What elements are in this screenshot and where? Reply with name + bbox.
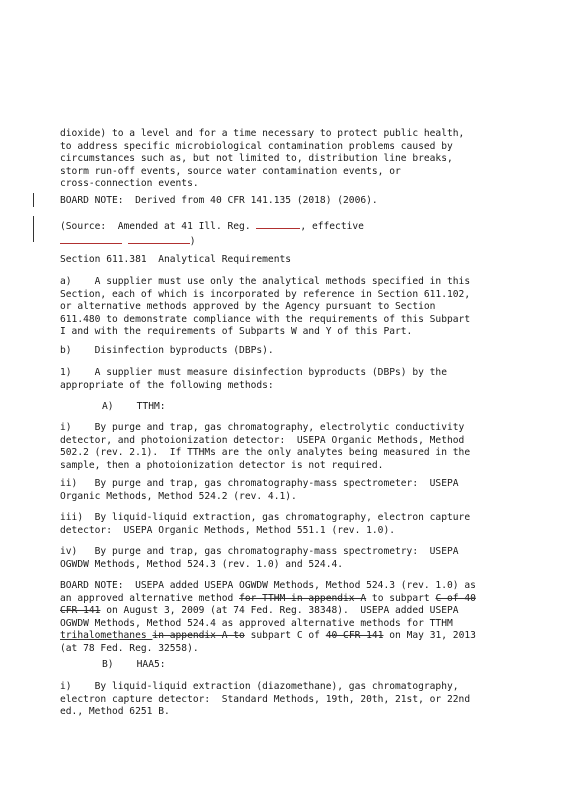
- text-line: OGWDW Methods, Method 524.3 (rev. 1.0) and 524.4.: [60, 558, 344, 570]
- text-line: to address specific microbiological contamination problems caused by: [60, 140, 453, 152]
- text-line: a) A supplier must use only the analytical methods specified in this: [60, 276, 471, 287]
- date-blank: [60, 234, 122, 244]
- text-line: i) By purge and trap, gas chromatography, electrolytic conductivity: [60, 422, 465, 433]
- tthm-heading: A) TTHM:: [102, 401, 166, 412]
- date-blank: [128, 234, 190, 244]
- text-line: electron capture detector: Standard Methods, 19th, 20th, 21st, or 22nd: [60, 693, 471, 705]
- intro-paragraph: [60, 128, 505, 191]
- text-line: 611.480 to demonstrate compliance with the requirements of this Subpart: [60, 313, 471, 325]
- board-note-derived: BOARD NOTE: Derived from 40 CFR 141.135 (2018) (2006).: [60, 195, 378, 206]
- text-line: iv) By purge and trap, gas chromatography-mass spectrometry: USEPA: [60, 546, 459, 557]
- text-line: dioxide) to a level and for a time necessary to protect public health,: [60, 128, 465, 139]
- text-line: appropriate of the following methods:: [60, 379, 274, 391]
- board-note-usepa: [60, 580, 505, 656]
- text-line: Section, each of which is incorporated by reference in Section 611.102,: [60, 288, 471, 300]
- struck-text: for TTHM in appendix A: [239, 592, 367, 604]
- text-segment: on May 31, 2013: [383, 630, 476, 642]
- struck-text: 40 CFR 141: [325, 630, 384, 642]
- item-i-haa5: [60, 681, 505, 719]
- text-line: iii) By liquid-liquid extraction, gas chromatography, electron capture: [60, 512, 471, 523]
- item-iv-tthm: [60, 546, 505, 571]
- text-line: detector: USEPA Organic Methods, Method 551.1 (rev. 1.0).: [60, 524, 396, 536]
- text-line: detector, and photoionization detector: USEPA Organic Methods, Method: [60, 434, 465, 446]
- paragraph-a: [60, 276, 505, 339]
- paragraph-1: [60, 367, 505, 392]
- text-line: sample, then a photoionization detector is not required.: [60, 459, 384, 471]
- item-i-tthm: [60, 422, 505, 472]
- text-line: (at 78 Fed. Reg. 32558).: [60, 642, 199, 654]
- text-line: or alternative methods approved by the Agency pursuant to Section: [60, 301, 436, 313]
- source-note: [60, 219, 505, 248]
- text-line: OGWDW Methods, Method 524.4 as approved alternative methods for TTHM: [60, 617, 453, 629]
- source-close: ): [189, 235, 196, 247]
- text-line: ed., Method 6251 B.: [60, 706, 170, 718]
- item-ii-tthm: [60, 478, 505, 503]
- revision-bar: [33, 193, 34, 207]
- source-suffix: , effective: [300, 221, 364, 232]
- haa5-heading: B) HAA5:: [102, 659, 166, 670]
- struck-text: C of 40: [435, 592, 476, 604]
- struck-text: CFR 141: [60, 605, 101, 617]
- section-heading: Section 611.381 Analytical Requirements: [60, 254, 292, 265]
- text-line: I and with the requirements of Subparts W and Y of this Part.: [60, 326, 413, 338]
- text-line: BOARD NOTE: USEPA added USEPA OGWDW Methods, Method 524.3 (rev. 1.0) as: [60, 580, 476, 591]
- revision-bar: [33, 216, 34, 242]
- text-line: Organic Methods, Method 524.2 (rev. 4.1).: [60, 490, 297, 502]
- text-line: ii) By purge and trap, gas chromatography-mass spectrometer: USEPA: [60, 478, 459, 489]
- struck-text: in appendix A to: [152, 630, 245, 642]
- text-line: 1) A supplier must measure disinfection byproducts (DBPs) by the: [60, 367, 447, 378]
- text-segment: on August 3, 2009 (at 74 Fed. Reg. 38348). USEPA added USEPA: [100, 605, 459, 617]
- text-line: storm run-off events, source water contamination events, or: [60, 165, 401, 177]
- source-prefix: (Source: Amended at 41 Ill. Reg.: [60, 221, 251, 232]
- text-segment: subpart C of: [244, 630, 326, 642]
- reg-blank: [256, 219, 300, 229]
- text-segment: an approved alternative method: [60, 592, 240, 604]
- text-line: circumstances such as, but not limited to, distribution line breaks,: [60, 153, 453, 165]
- text-line: i) By liquid-liquid extraction (diazomethane), gas chromatography,: [60, 681, 459, 692]
- text-line: cross-connection events.: [60, 178, 199, 190]
- underlined-text: trihalomethanes: [60, 630, 153, 642]
- paragraph-b: b) Disinfection byproducts (DBPs).: [60, 345, 274, 356]
- item-iii-tthm: [60, 512, 505, 537]
- text-line: 502.2 (rev. 2.1). If TTHMs are the only analytes being measured in the: [60, 447, 471, 459]
- text-segment: to subpart: [366, 592, 436, 604]
